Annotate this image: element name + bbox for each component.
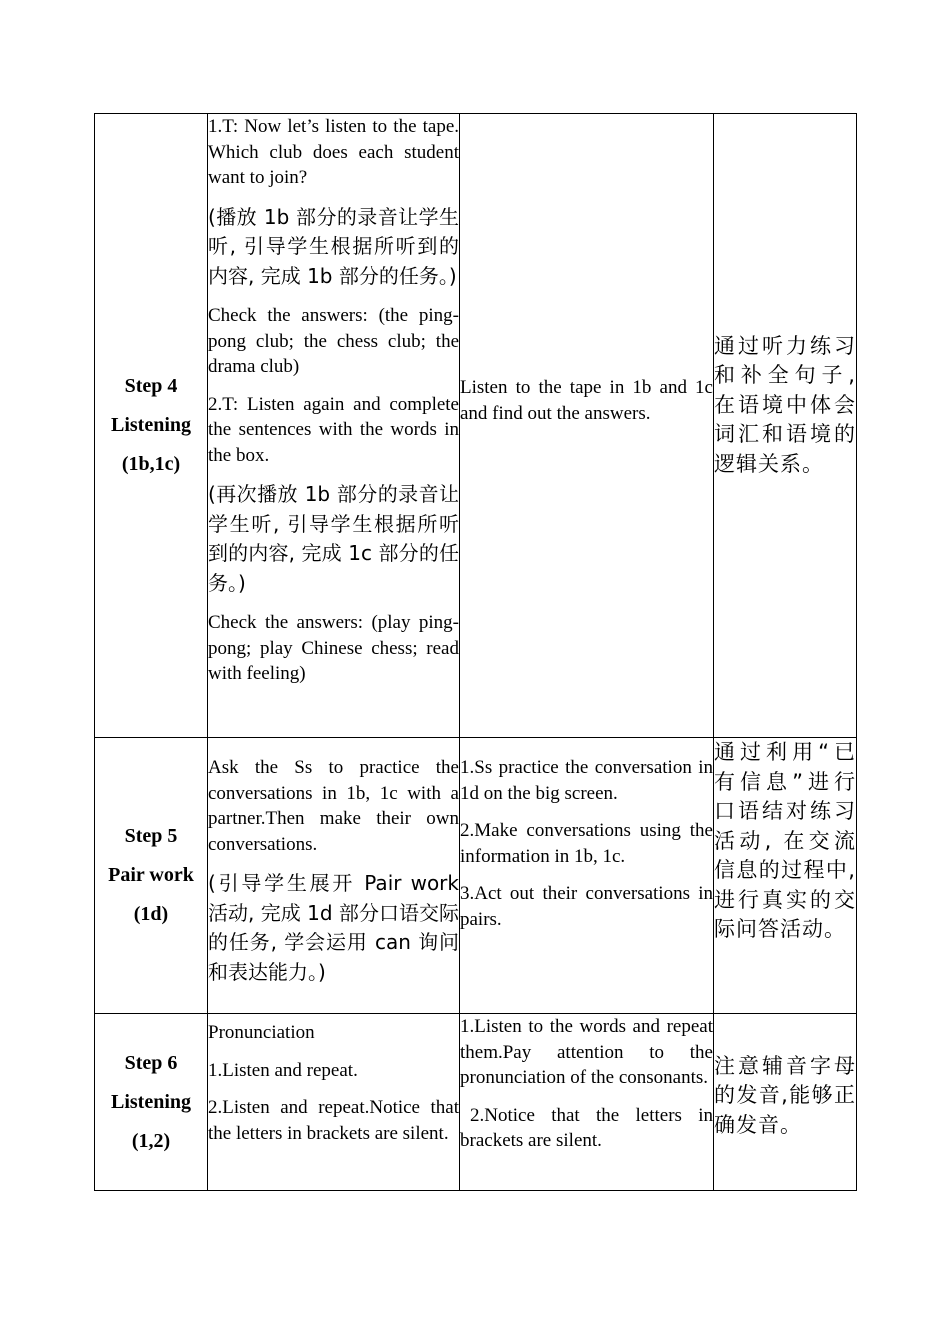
step-activity: Listening xyxy=(110,414,192,436)
table-row xyxy=(95,738,857,1014)
student-activity: 1.Listen to the words and repeat them.Pay attention to the pronunciation of the consonants. xyxy=(460,1016,713,1088)
design-intent: 通过听力练习和补全句子, 在语境中体会词汇和语境的逻辑关系。 xyxy=(714,333,856,476)
teacher-note: (引导学生展开 Pair work 活动, 完成 1d 部分口语交际的任务, 学会运用 can 询问和表达能力。) xyxy=(208,871,459,984)
step-title: Step 4 xyxy=(124,375,178,397)
step-section: (1d) xyxy=(133,903,169,925)
teacher-instruction: 1.Listen and repeat. xyxy=(208,1059,358,1081)
design-intent-cell xyxy=(714,738,857,1014)
student-activity-cell xyxy=(460,1014,714,1191)
teacher-instruction: Pronunciation xyxy=(208,1022,315,1043)
step-cell xyxy=(95,738,208,1014)
teacher-note: (播放 1b 部分的录音让学生听, 引导学生根据所听到的内容, 完成 1b 部分的任务。) xyxy=(208,204,459,288)
step-title: Step 6 xyxy=(124,1051,178,1074)
design-intent: 通过利用“已有信息”进行口语结对练习活动, 在交流信息的过程中, 进行真实的交际问答活动。 xyxy=(714,740,856,941)
table-row xyxy=(95,1014,857,1191)
step-section: (1,2) xyxy=(131,1129,171,1152)
student-activity: 2.Make conversations using the information in 1b, 1c. xyxy=(460,820,713,867)
teacher-activity-cell xyxy=(208,738,460,1014)
student-activity: Listen to the tape in 1b and 1c and find out the answers. xyxy=(460,377,713,424)
step-section: (1b,1c) xyxy=(121,453,181,475)
teacher-note: (再次播放 1b 部分的录音让学生听, 引导学生根据所听到的内容, 完成 1c 部分的任务。) xyxy=(208,482,459,595)
answer-check: Check the answers: (play ping-pong; play Chinese chess; read with feeling) xyxy=(208,612,459,684)
lesson-plan-table xyxy=(94,113,857,1191)
step-activity: Pair work xyxy=(108,864,194,886)
answer-check: Check the answers: (the ping-pong club; the chess club; the drama club) xyxy=(208,305,459,377)
table-row xyxy=(95,114,857,738)
teacher-instruction: 2.Listen and repeat.Notice that the letters in brackets are silent. xyxy=(208,1097,459,1144)
step-cell xyxy=(95,1014,208,1191)
student-activity: 3.Act out their conversations in pairs. xyxy=(460,883,713,930)
student-activity-cell xyxy=(460,738,714,1014)
teacher-activity-cell xyxy=(208,114,460,738)
design-intent: 注意辅音字母的发音,能够正确发音。 xyxy=(714,1053,856,1137)
student-activity: 1.Ss practice the conversation in 1d on the big screen. xyxy=(460,757,713,804)
teacher-activity-cell xyxy=(208,1014,460,1191)
design-intent-cell xyxy=(714,1014,857,1191)
step-activity: Listening xyxy=(110,1090,192,1113)
student-activity: 2.Notice that the letters in brackets are silent. xyxy=(460,1104,713,1151)
design-intent-cell xyxy=(714,114,857,738)
teacher-instruction: 1.T: Now let’s listen to the tape. Which club does each student want to join? xyxy=(208,116,459,188)
teacher-instruction: Ask the Ss to practice the conversations in 1b, 1c with a partner.Then make their own conversations. xyxy=(208,757,459,855)
student-activity-cell xyxy=(460,114,714,738)
step-title: Step 5 xyxy=(124,825,178,847)
step-cell xyxy=(95,114,208,738)
teacher-instruction: 2.T: Listen again and complete the sentences with the words in the box. xyxy=(208,393,459,466)
